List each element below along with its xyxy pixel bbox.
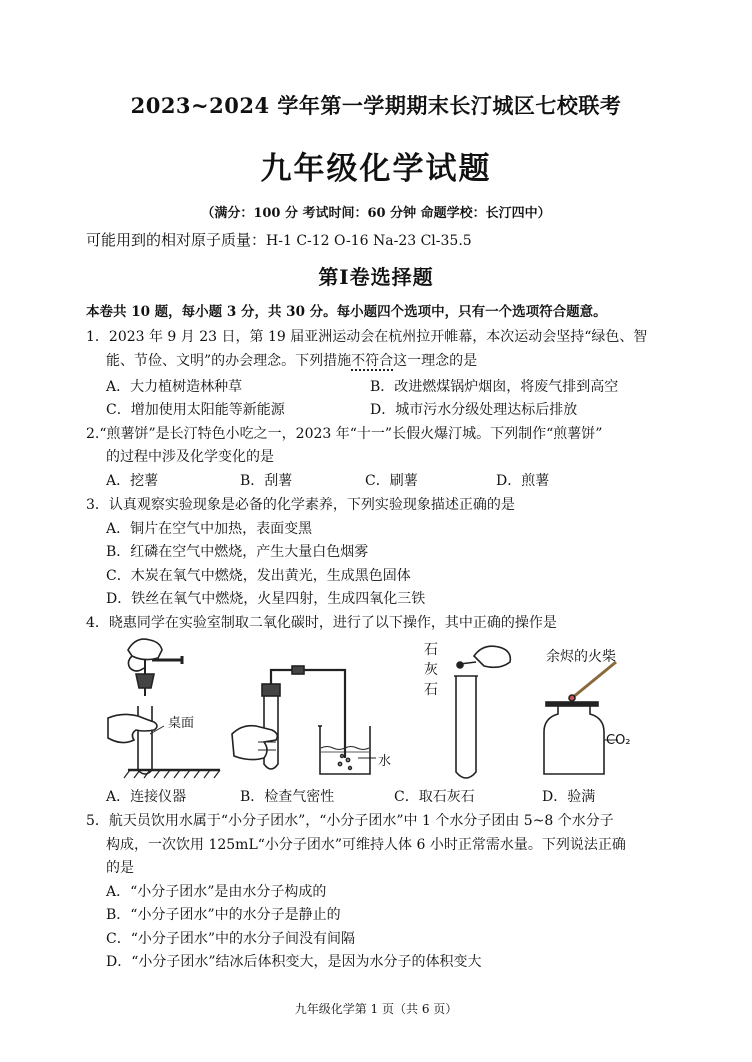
q1-option-b: B．改进燃煤锅炉烟囱，将废气排到高空: [370, 379, 619, 395]
q3-option-a: A．铜片在空气中加热，表面变黑: [106, 521, 313, 537]
q1-option-d: D．城市污水分级处理达标后排放: [370, 402, 578, 418]
q3-option-c: C．木炭在氧气中燃烧，发出黄光，生成黑色固体: [106, 568, 411, 584]
q2-option-c: C．刷薯: [365, 473, 418, 489]
q3-stem: 3．认真观察实验现象是必备的化学素养，下列实验现象描述正确的是: [86, 497, 515, 513]
q2-option-b: B．刮薯: [240, 473, 293, 489]
section-title: 第Ⅰ卷选择题: [318, 265, 434, 289]
figure-airtightness-check: [228, 660, 398, 780]
label-water: 水: [378, 754, 392, 769]
q4-option-c: C．取石灰石: [394, 789, 475, 805]
exam-title: 2023~2024 学年第一学期期末长汀城区七校联考: [130, 93, 622, 118]
q1-option-c: C．增加使用太阳能等新能源: [106, 402, 285, 418]
figure-connect-apparatus: [98, 630, 223, 780]
q5-stem-line2: 构成，一次饮用 125mL“小分子团水”可维持人体 6 小时正常需水量。下列说法正确: [106, 837, 626, 853]
q1-stem-line2: [106, 350, 477, 370]
q5-stem-line3: 的是: [106, 860, 134, 876]
q5-option-b: B．“小分子团水”中的水分子是静止的: [106, 907, 341, 923]
q2-option-a: A．挖薯: [106, 473, 159, 489]
q4-option-d: D．验满: [542, 789, 596, 805]
q5-option-c: C．“小分子团水”中的水分子间没有间隔: [106, 931, 356, 947]
q5-option-a: A．“小分子团水”是由水分子构成的: [106, 884, 327, 900]
label-glowing-splint: 余烬的火柴: [546, 649, 616, 665]
label-co2: CO₂: [606, 733, 631, 748]
figure-take-limestone: [446, 636, 516, 786]
subject-title: 九年级化学试题: [260, 151, 492, 187]
q3-option-d: D．铁丝在氧气中燃烧，火星四射，生成四氧化三铁: [106, 591, 426, 607]
q4-option-a: A．连接仪器: [106, 789, 187, 805]
q2-option-d: D．煎薯: [496, 473, 550, 489]
q1-stem-post: 这一理念的是: [393, 353, 478, 369]
q2-stem-line1: 2.“煎薯饼”是长汀特色小吃之一，2023 年“十一”长假火爆汀城。下列制作“煎薯饼”: [86, 426, 603, 442]
q5-option-d: D．“小分子团水”结冰后体积变大，是因为水分子的体积变大: [106, 954, 482, 970]
q1-stem-line1: 1．2023 年 9 月 23 日，第 19 届亚洲运动会在杭州拉开帷幕，本次运动会坚持“绿色、智: [86, 329, 648, 345]
q1-option-a: A．大力植树造林种草: [106, 379, 243, 395]
q4-stem: 4．晓惠同学在实验室制取二氧化碳时，进行了以下操作，其中正确的操作是: [86, 615, 557, 631]
atomic-mass-line: [86, 229, 472, 250]
atomic-mass-label: 可能用到的相对原子质量：: [86, 231, 267, 249]
page-footer: 九年级化学第 1 页（共 6 页）: [294, 1002, 458, 1016]
atomic-mass-values: H-1 C-12 O-16 Na-23 Cl-35.5: [266, 233, 472, 249]
q1-stem-pre: 能、节俭、文明”的办会理念。下列措施: [106, 353, 352, 369]
label-limestone: 石 灰 石: [424, 642, 438, 698]
figure-check-full: [530, 660, 650, 780]
q3-option-b: B．红磷在空气中燃烧，产生大量白色烟雾: [106, 544, 369, 560]
exam-meta: （满分：100 分 考试时间：60 分钟 命题学校：长汀四中）: [201, 206, 551, 221]
q5-stem-line1: 5．航天员饮用水属于“小分子团水”，“小分子团水”中 1 个水分子团由 5~8 个水分子: [86, 813, 614, 829]
label-desk: 桌面: [168, 716, 195, 731]
section-instructions: 本卷共 10 题，每小题 3 分，共 30 分。每小题四个选项中，只有一个选项符合题意。: [86, 304, 607, 320]
q2-stem-line2: 的过程中涉及化学变化的是: [106, 449, 274, 465]
q1-emphasis: 不符合: [351, 353, 394, 369]
q4-option-b: B．检查气密性: [240, 789, 335, 805]
